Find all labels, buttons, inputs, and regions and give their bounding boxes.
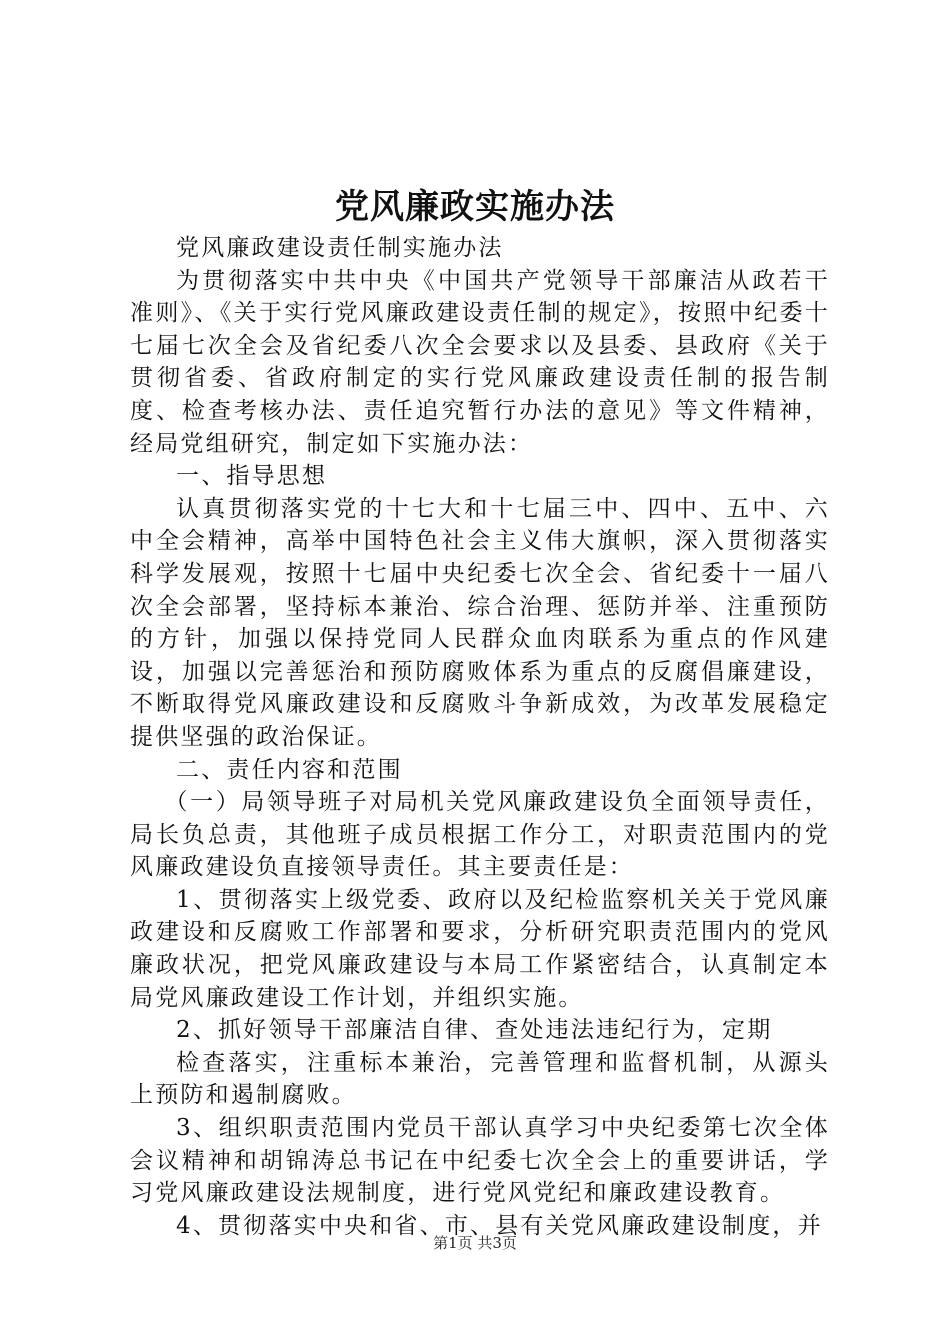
section-heading-guiding-thought: 一、指导思想 (176, 463, 328, 490)
responsibility-item-3: 3、组织职责范围内党员干部认真学习中央纪委第七次全体会议精神和胡锦涛总书记在中纪委七次全会上的重要讲话，学习党风廉政建设法规制度，进行党风党纪和廉政建设教育。 (130, 1115, 830, 1207)
section-heading-responsibility-scope: 二、责任内容和范围 (176, 756, 403, 783)
intro-paragraph: 为贯彻落实中共中央《中国共产党领导干部廉洁从政若干准则》、《关于实行党风廉政建设责任制的规定》，按照中纪委十七届七次全会及省纪委八次全会要求以及县委、县政府《关于贯彻省委、省政府制定的实行党风廉政建设责任制的报告制度、检查考核办法、责任追究暂行办法的意见》等文件精神，经局党组研究，制定如下实施办法： (130, 267, 830, 457)
page-number: 第1页 共3页 (433, 1234, 517, 1252)
responsibility-item-1: 1、贯彻落实上级党委、政府以及纪检监察机关关于党风廉政建设和反腐败工作部署和要求，分析研究职责范围内的党风廉政状况，把党风廉政建设与本局工作紧密结合，认真制定本局党风廉政建设工作计划，并组织实施。 (130, 886, 830, 1011)
guiding-thought-paragraph: 认真贯彻落实党的十七大和十七届三中、四中、五中、六中全会精神，高举中国特色社会主义伟大旗帜，深入贯彻落实科学发展观，按照十七届中央纪委七次全会、省纪委十一届八次全会部署，坚持标本兼治、综合治理、惩防并举、注重预防的方针，加强以保持党同人民群众血肉联系为重点的作风建设，加强以完善惩治和预防腐败体系为重点的反腐倡廉建设，不断取得党风廉政建设和反腐败斗争新成效，为改革发展稳定提供坚强的政治保证。 (130, 495, 830, 750)
responsibility-paragraph-1: （一）局领导班子对局机关党风廉政建设负全面领导责任，局长负总责，其他班子成员根据工作分工，对职责范围内的党风廉政建设负直接领导责任。其主要责任是： (130, 789, 830, 881)
responsibility-item-2-continued: 检查落实，注重标本兼治，完善管理和监督机制，从源头上预防和遏制腐败。 (130, 1049, 830, 1109)
responsibility-item-4: 4、贯彻落实中央和省、市、县有关党风廉政建设制度，并 (176, 1212, 823, 1239)
responsibility-item-2: 2、抓好领导干部廉洁自律、查处违法违纪行为，定期 (176, 1017, 773, 1044)
document-body (130, 232, 830, 1242)
document-title: 党风廉政实施办法 (335, 187, 615, 227)
subtitle-paragraph: 党风廉政建设责任制实施办法 (176, 235, 504, 261)
